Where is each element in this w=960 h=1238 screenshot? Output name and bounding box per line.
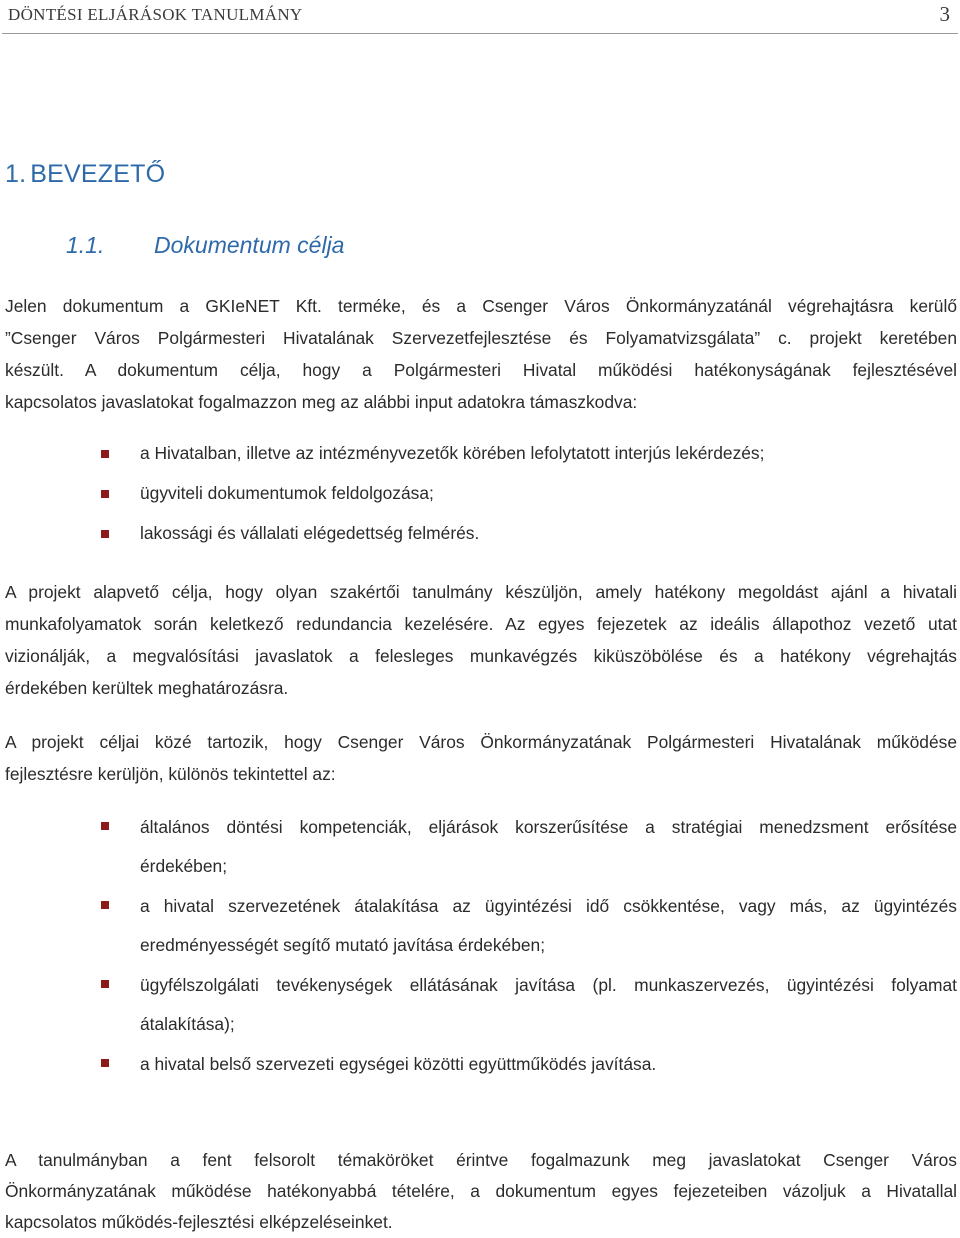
list-item-text: ügyfélszolgálati tevékenységek ellátásának javítása (pl. munkaszervezés, ügyintézési folyamat xyxy=(140,975,957,995)
list-item-text: lakossági és vállalati elégedettség felmérés. xyxy=(140,523,480,543)
list-item xyxy=(0,440,957,480)
paragraph-line: A projekt céljai közé tartozik, hogy Csenger Város Önkormányzatának Polgármesteri Hivatalának működése xyxy=(5,732,957,752)
section-title: Dokumentum célja xyxy=(154,232,345,258)
list-item xyxy=(0,887,957,966)
document-title: DÖNTÉSI ELJÁRÁSOK TANULMÁNY xyxy=(8,5,303,24)
square-bullet-icon xyxy=(101,1059,109,1067)
objectives-list xyxy=(0,808,960,1084)
intro-paragraph xyxy=(5,290,957,418)
list-item-text: ügyviteli dokumentumok feldolgozása; xyxy=(140,483,434,503)
chapter-heading xyxy=(5,160,165,189)
list-item-text: eredményességét segítő mutató javítása érdekében; xyxy=(140,935,546,955)
paragraph-line: Jelen dokumentum a GKIeNET Kft. terméke, és a Csenger Város Önkormányzatánál végrehajtásra kerülő xyxy=(5,296,957,316)
list-item xyxy=(0,808,957,887)
square-bullet-icon xyxy=(101,901,109,909)
list-item-text: a hivatal szervezetének átalakítása az ügyintézési idő csökkentése, vagy más, az ügyintézés xyxy=(140,896,957,916)
square-bullet-icon xyxy=(101,490,109,498)
list-item xyxy=(0,520,957,560)
paragraph-line: érdekében kerültek meghatározásra. xyxy=(5,678,289,698)
list-item-text: átalakítása); xyxy=(140,1014,235,1034)
header-divider xyxy=(2,33,958,34)
square-bullet-icon xyxy=(101,530,109,538)
page-header xyxy=(0,0,960,34)
list-item-text: általános döntési kompetenciák, eljárások korszerűsítése a stratégiai menedzsment erősítése xyxy=(140,817,957,837)
closing-paragraph xyxy=(5,1145,957,1238)
paragraph-line: vizionálják, a megvalósítási javaslatok a felesleges munkavégzés kiküszöbölése és a hatékony végrehajtás xyxy=(5,646,957,666)
list-item-text: a Hivatalban, illetve az intézményvezetők körében lefolytatott interjús lekérdezés; xyxy=(140,443,765,463)
list-item xyxy=(0,1045,957,1084)
list-item-text: érdekében; xyxy=(140,856,228,876)
paragraph-line: A tanulmányban a fent felsorolt témaköröket érintve fogalmazunk meg javaslatokat Csenger Város xyxy=(5,1150,957,1170)
chapter-number: 1. xyxy=(5,160,27,188)
list-item xyxy=(0,966,957,1045)
square-bullet-icon xyxy=(101,450,109,458)
list-item xyxy=(0,480,957,520)
page-number: 3 xyxy=(939,2,950,26)
square-bullet-icon xyxy=(101,822,109,830)
paragraph-line: kapcsolatos működés-fejlesztési elképzeléseinket. xyxy=(5,1212,393,1232)
section-heading xyxy=(66,232,344,259)
paragraph-line: munkafolyamatok során keletkező redundancia kezelésére. Az egyes fejezetek az ideális állapothoz vezető utat xyxy=(5,614,957,634)
paragraph-line: Önkormányzatának működése hatékonyabbá tételére, a dokumentum egyes fejezeteiben vázoljuk a Hivatallal xyxy=(5,1181,957,1201)
chapter-title: BEVEZETŐ xyxy=(30,160,166,188)
input-data-list xyxy=(0,440,960,560)
list-item-text: a hivatal belső szervezeti egységei közötti együttműködés javítása. xyxy=(140,1054,657,1074)
paragraph-line: A projekt alapvető célja, hogy olyan szakértői tanulmány készüljön, amely hatékony megoldást ajánl a hivatali xyxy=(5,582,957,602)
square-bullet-icon xyxy=(101,980,109,988)
paragraph-line: ”Csenger Város Polgármesteri Hivatalának Szervezetfejlesztése és Folyamatvizsgálata” c. projekt keretében xyxy=(5,328,957,348)
section-number: 1.1. xyxy=(66,232,105,258)
paragraph-line: készült. A dokumentum célja, hogy a Polgármesteri Hivatal működési hatékonyságának fejlesztésével xyxy=(5,360,957,380)
paragraph-line: fejlesztésre kerüljön, különös tekintettel az: xyxy=(5,764,336,784)
objectives-paragraph xyxy=(5,726,957,790)
paragraph-line: kapcsolatos javaslatokat fogalmazzon meg az alábbi input adatokra támaszkodva: xyxy=(5,392,638,412)
goal-paragraph xyxy=(5,576,957,704)
